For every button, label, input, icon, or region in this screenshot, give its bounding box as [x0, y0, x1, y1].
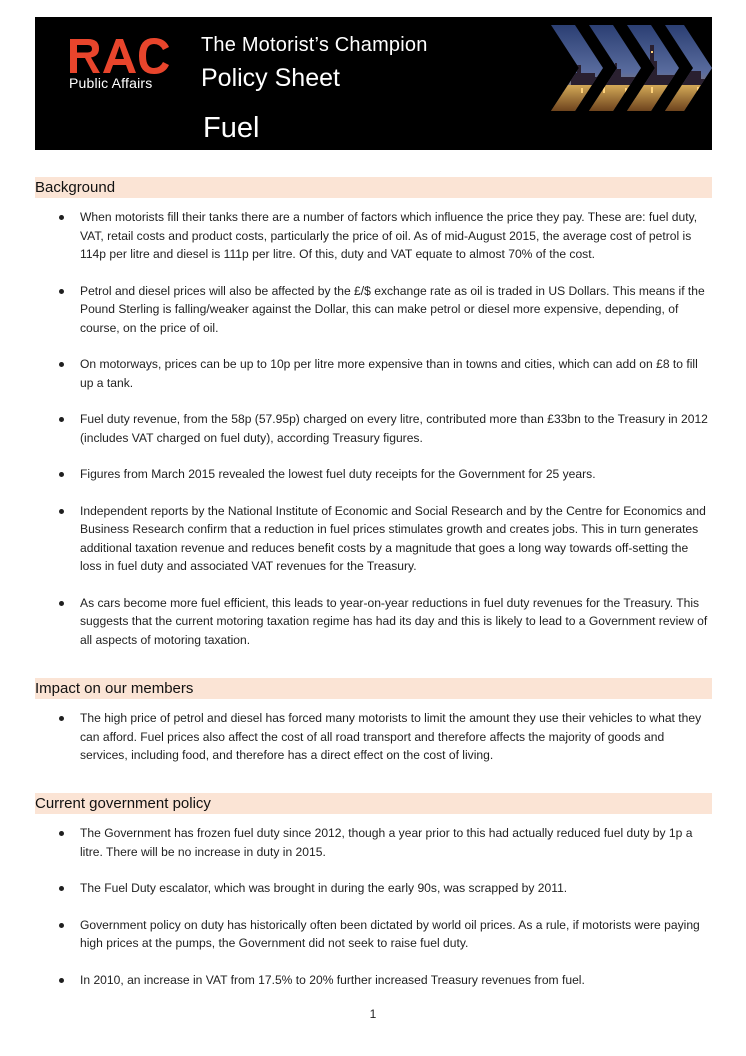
- background-list: [35, 208, 712, 649]
- tagline: The Motorist’s Champion: [201, 34, 428, 56]
- list-item: The Government has frozen fuel duty since 2012, though a year prior to this had actually reduced fuel duty by 1p a litre. There will be no increase in duty in 2015.: [35, 824, 712, 861]
- section-heading-background: Background: [35, 177, 712, 198]
- list-item: In 2010, an increase in VAT from 17.5% to 20% further increased Treasury revenues from fuel.: [35, 971, 712, 990]
- section-heading-policy: Current government policy: [35, 793, 712, 814]
- list-item: Fuel duty revenue, from the 58p (57.95p) charged on every litre, contributed more than £33bn to the Treasury in 2012 (includes VAT charged on fuel duty), according Treasury figures.: [35, 410, 712, 447]
- list-item: As cars become more fuel efficient, this leads to year-on-year reductions in fuel duty revenues for the Treasury. This suggests that the current motoring taxation regime has had its day and this is likely to lead to a Government review of all aspects of motoring taxation.: [35, 594, 712, 650]
- list-item: The Fuel Duty escalator, which was brought in during the early 90s, was scrapped by 2011.: [35, 879, 712, 898]
- impact-list: [35, 709, 712, 765]
- list-item: Petrol and diesel prices will also be affected by the £/$ exchange rate as oil is traded in US Dollars. This means if the Pound Sterling is falling/weaker against the Dollar, this can make petrol or diesel more expensive, depending, of course, on the price of oil.: [35, 282, 712, 338]
- list-item: Independent reports by the National Institute of Economic and Social Research and by the Centre for Economics and Business Research confirm that a reduction in fuel prices stimulates growth and creates jobs. This in turn generates additional taxation revenue and reduces benefit costs by a magnitude that goes a long way towards off-setting the loss in fuel duty and associated VAT revenues for the Treasury.: [35, 502, 712, 576]
- page-title: Fuel: [203, 112, 260, 144]
- header-banner: [35, 17, 712, 150]
- section-heading-impact: Impact on our members: [35, 678, 712, 699]
- list-item: On motorways, prices can be up to 10p per litre more expensive than in towns and cities, which can add on £8 to fill up a tank.: [35, 355, 712, 392]
- list-item: When motorists fill their tanks there are a number of factors which influence the price they pay. These are: fuel duty, VAT, retail costs and product costs, particularly the price of oil. As of mid-August 2015, the average cost of petrol is 114p per litre and diesel is 111p per litre. Of this, duty and VAT equate to almost 70% of the cost.: [35, 208, 712, 264]
- sheet-type: Policy Sheet: [201, 64, 340, 92]
- list-item: The high price of petrol and diesel has forced many motorists to limit the amount they use their vehicles to what they can afford. Fuel prices also affect the cost of all road transport and therefore affects the majority of goods and services, including food, and therefore has a direct effect on the cost of living.: [35, 709, 712, 765]
- list-item: Government policy on duty has historically often been dictated by world oil prices. As a rule, if motorists were paying high prices at the pumps, the Government did not seek to raise fuel duty.: [35, 916, 712, 953]
- list-item: Figures from March 2015 revealed the lowest fuel duty receipts for the Government for 25 years.: [35, 465, 712, 484]
- chevron-arrows-parliament-image: [551, 25, 712, 111]
- policy-list: [35, 824, 712, 989]
- logo-subtitle: Public Affairs: [69, 75, 153, 91]
- page-number: 1: [369, 1007, 377, 1021]
- rac-logo: [68, 35, 170, 75]
